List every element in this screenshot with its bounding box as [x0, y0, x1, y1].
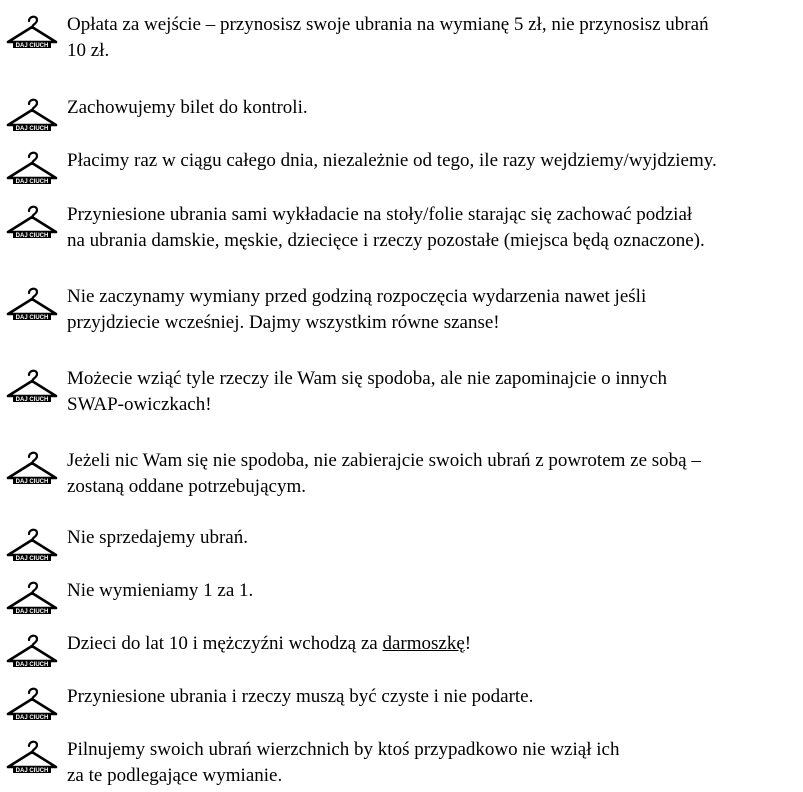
hanger-icon	[4, 366, 60, 406]
svg-text:DAJ CIUCH: DAJ CIUCH	[15, 233, 49, 239]
hanger-icon	[4, 12, 60, 52]
svg-text:DAJ CIUCH: DAJ CIUCH	[15, 126, 49, 132]
rule-text	[67, 202, 801, 254]
hanger-icon	[4, 684, 60, 724]
rule-line: Pilnujemy swoich ubrań wierzchnich by ktoś przypadkowo nie wziął ich	[67, 739, 620, 760]
rule-line: Płacimy raz w ciągu całego dnia, niezależnie od tego, ile razy wejdziemy/wyjdziemy.	[67, 150, 717, 171]
rule-text	[67, 95, 801, 121]
svg-text:DAJ CIUCH: DAJ CIUCH	[15, 43, 49, 49]
hanger-icon	[4, 737, 60, 777]
underlined-word: darmoszkę	[382, 633, 465, 654]
rule-line: Możecie wziąć tyle rzeczy ile Wam się spodoba, ale nie zapominajcie o innych	[67, 368, 668, 389]
rule-line: Nie wymieniamy 1 za 1.	[67, 580, 254, 601]
svg-text:DAJ CIUCH: DAJ CIUCH	[15, 315, 49, 321]
rule-line	[67, 631, 801, 657]
rule-text	[67, 12, 801, 64]
svg-text:DAJ CIUCH: DAJ CIUCH	[15, 662, 49, 668]
svg-text:DAJ CIUCH: DAJ CIUCH	[15, 556, 49, 562]
hanger-icon	[4, 631, 60, 671]
rule-line: zostaną oddane potrzebującym.	[67, 476, 306, 497]
rule-line: Przyniesione ubrania sami wykładacie na stoły/folie starając się zachować podział	[67, 204, 693, 225]
rule-line: Nie sprzedajemy ubrań.	[67, 527, 248, 548]
svg-text:DAJ CIUCH: DAJ CIUCH	[15, 397, 49, 403]
rule-text	[67, 578, 801, 604]
rule-line: przyjdziecie wcześniej. Dajmy wszystkim równe szanse!	[67, 312, 500, 333]
hanger-icon	[4, 284, 60, 324]
svg-text:DAJ CIUCH: DAJ CIUCH	[15, 479, 49, 485]
rule-line: Opłata za wejście – przynosisz swoje ubrania na wymianę 5 zł, nie przynosisz ubrań	[67, 14, 709, 35]
hanger-icon	[4, 202, 60, 242]
rule-line: 10 zł.	[67, 40, 110, 61]
svg-text:DAJ CIUCH: DAJ CIUCH	[15, 609, 49, 615]
hanger-icon	[4, 95, 60, 135]
rule-text-after-link: !	[464, 633, 472, 654]
rule-text-before-link: Dzieci do lat 10 i mężczyźni wchodzą za	[67, 633, 383, 654]
rule-line: Nie zaczynamy wymiany przed godziną rozpoczęcia wydarzenia nawet jeśli	[67, 286, 647, 307]
rule-line: za te podlegające wymianie.	[67, 765, 283, 786]
rule-line: na ubrania damskie, męskie, dziecięce i rzeczy pozostałe (miejsca będą oznaczone).	[67, 230, 705, 251]
hanger-icon	[4, 578, 60, 618]
svg-text:DAJ CIUCH: DAJ CIUCH	[15, 715, 49, 721]
rule-text	[67, 684, 801, 710]
rule-text	[67, 525, 801, 551]
rule-text	[67, 284, 801, 336]
rule-line: Przyniesione ubrania i rzeczy muszą być czyste i nie podarte.	[67, 686, 534, 707]
hanger-icon	[4, 448, 60, 488]
svg-text:DAJ CIUCH: DAJ CIUCH	[15, 768, 49, 774]
rule-text	[67, 631, 801, 657]
rule-line: Jeżeli nic Wam się nie spodoba, nie zabierajcie swoich ubrań z powrotem ze sobą –	[67, 450, 701, 471]
rule-text	[67, 148, 801, 174]
rule-text	[67, 737, 801, 789]
svg-text:DAJ CIUCH: DAJ CIUCH	[15, 179, 49, 185]
rule-text	[67, 448, 801, 500]
rule-text	[67, 366, 801, 418]
hanger-icon	[4, 148, 60, 188]
hanger-icon	[4, 525, 60, 565]
rule-line: Zachowujemy bilet do kontroli.	[67, 97, 308, 118]
rule-line: SWAP-owiczkach!	[67, 394, 212, 415]
